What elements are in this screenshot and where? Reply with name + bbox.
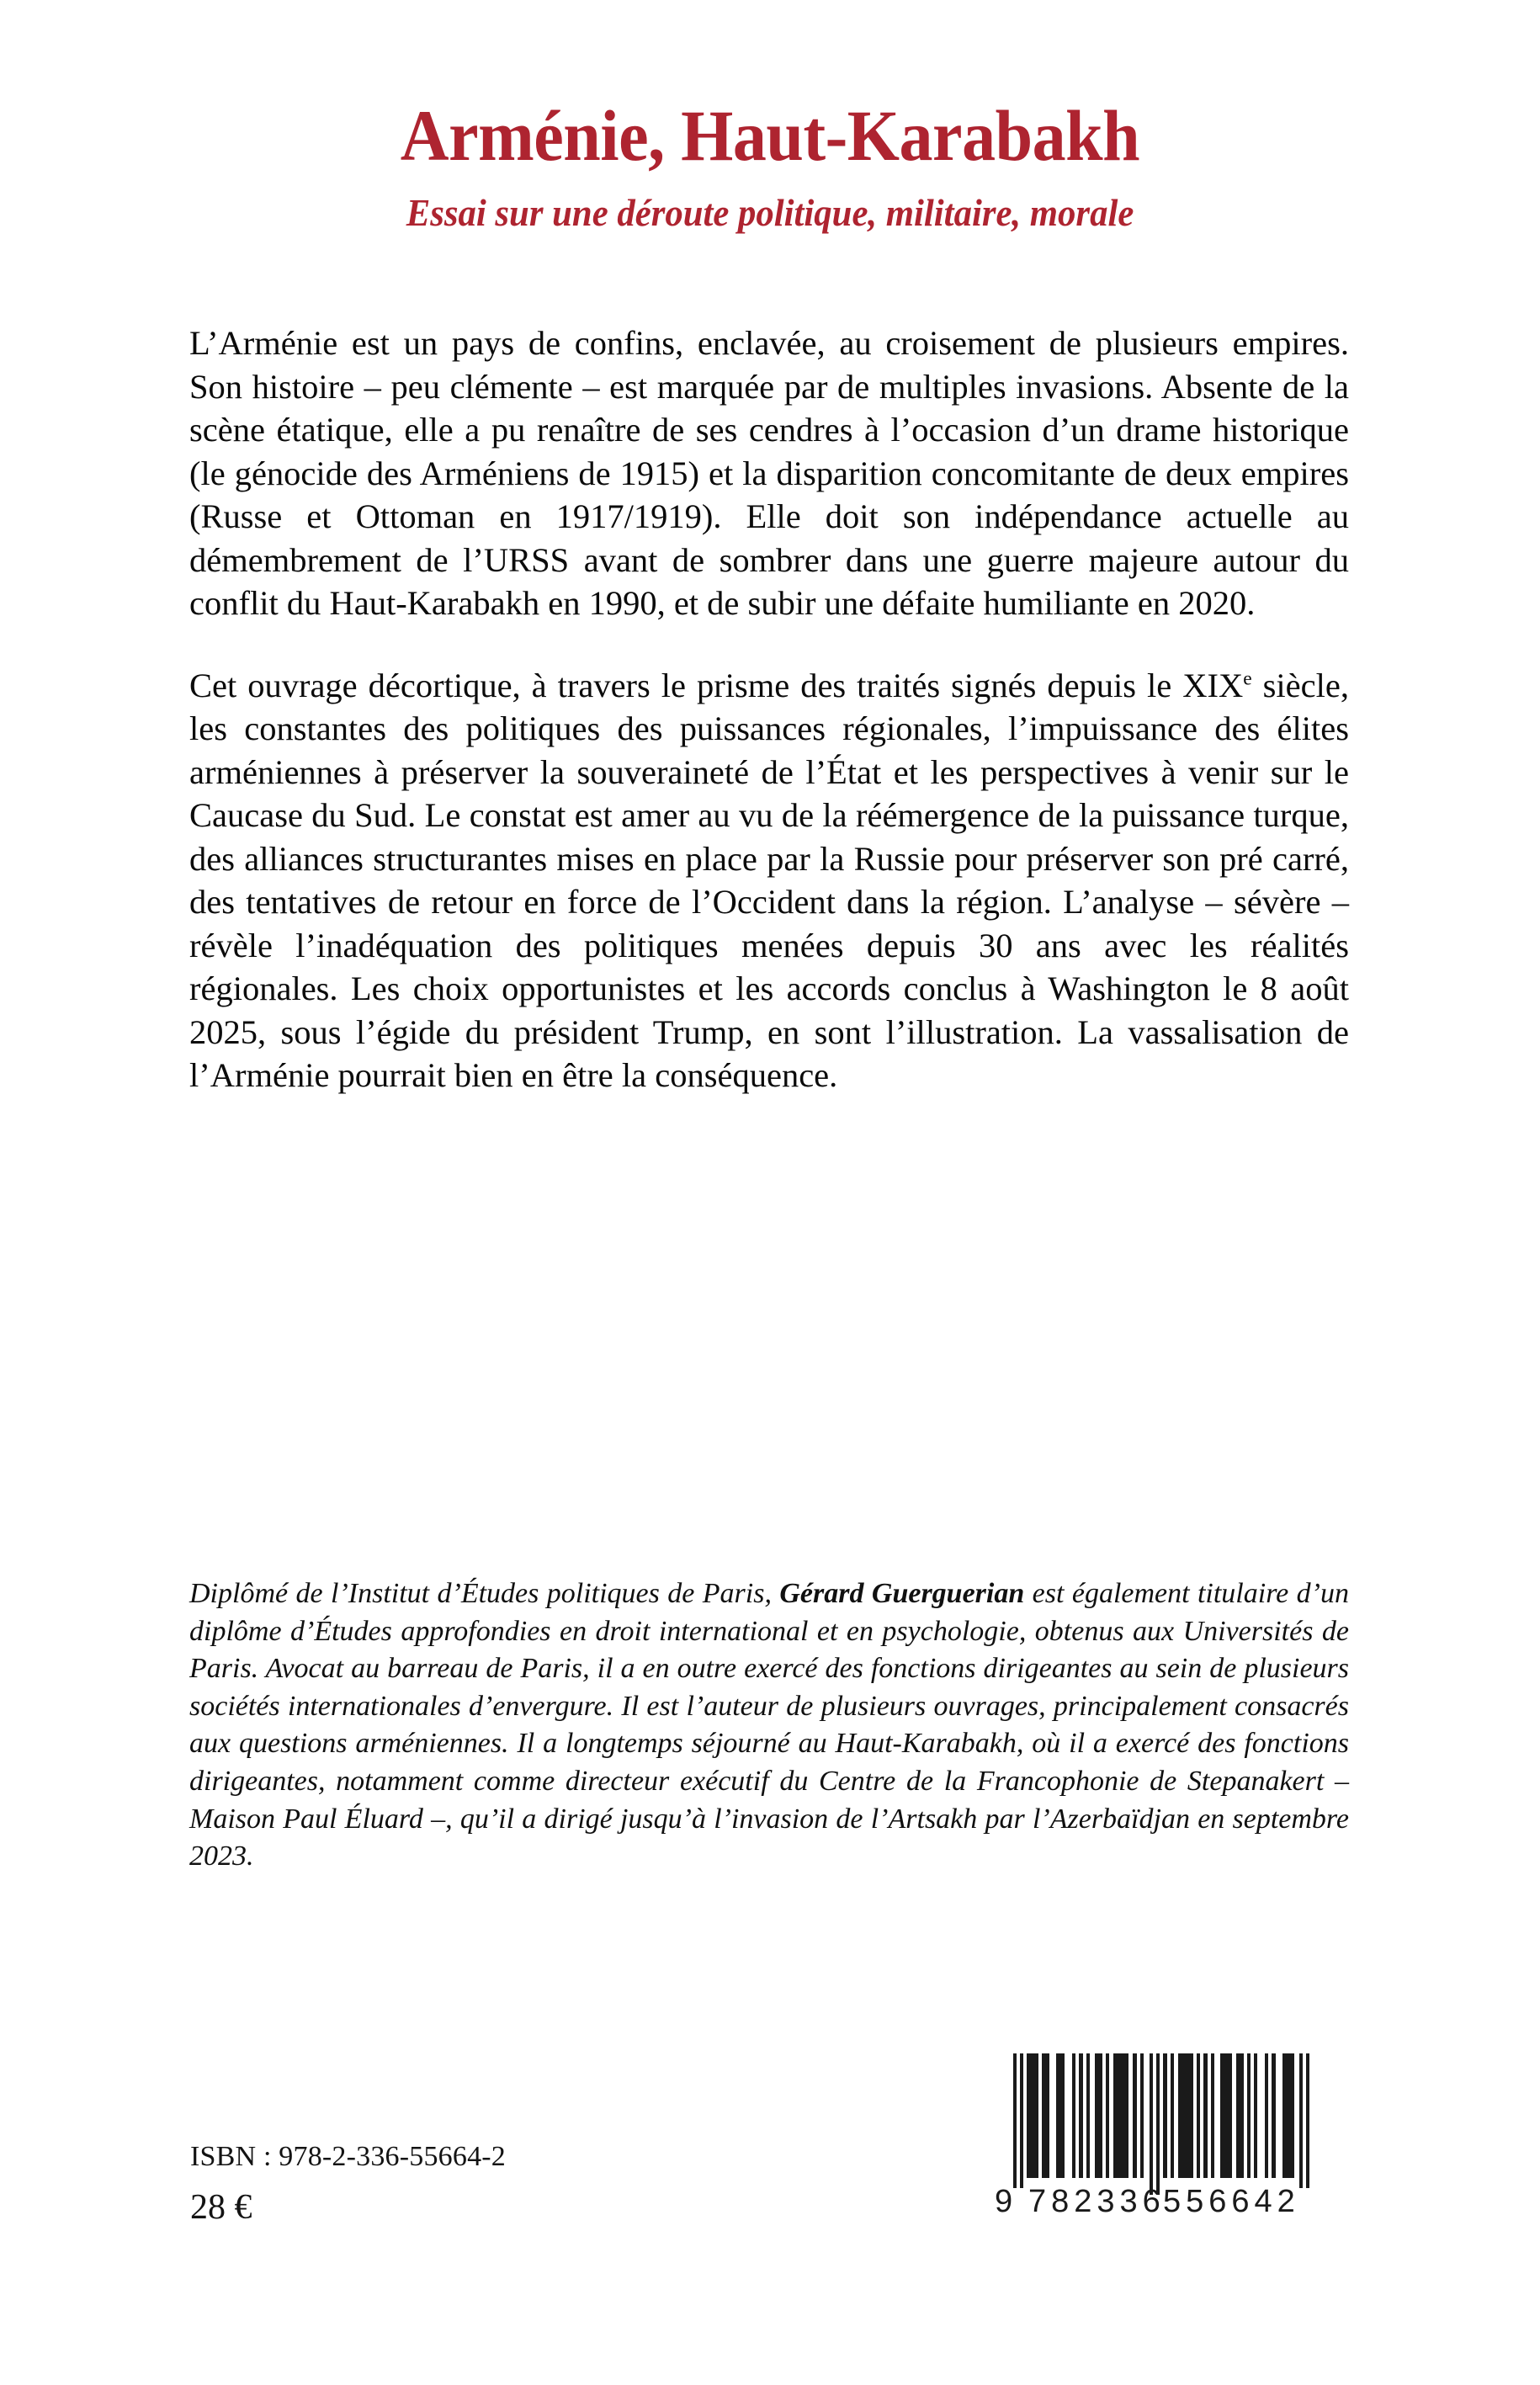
title-block xyxy=(135,95,1405,234)
author-bio-block xyxy=(189,1575,1349,1876)
bio-text-after-name: est également titulaire d’un diplôme d’Études approfondies en droit international et en psychologie, obtenus aux Universités de Paris. Avocat au barreau de Paris, il a en outre exercé des fonctions dirigeantes au sein de plusieurs sociétés internationales d’envergure. Il est l’auteur de plusieurs ouvrages, principalement consacrés aux questions arméniennes. Il a longtemps séjourné au Haut-Karabakh, où il a exercé des fonctions dirigeantes, notamment comme directeur exécutif du Centre de la Francophonie de Stepanakert – Maison Paul Éluard –, qu’il a dirigé jusqu’à l’invasion de l’Artsakh par l’Azerbaïdjan en septembre 2023. xyxy=(189,1578,1349,1872)
ordinal-suffix: e xyxy=(1243,667,1252,689)
blurb-paragraph-2-part-2: siècle, les constantes des politiques des puissances régionales, l’impuissance des élites arméniennes à préserver la souveraineté de l’État et les perspectives à venir sur le Caucase du Sud. Le constat est amer au vu de la réémergence de la puissance turque, des alliances structurantes mises en place par la Russie pour préserver son pré carré, des tentatives de retour en force de l’Occident dans la région. L’analyse – sévère – révèle l’inadéquation des politiques menées depuis 30 ans avec les réalités régionales. Les choix opportunistes et les accords conclus à Washington le 8 août 2025, sous l’égide du président Trump, en sont l’illustration. La vassalisation de l’Arménie pourrait bien en être la conséquence. xyxy=(189,666,1349,1094)
isbn-label: ISBN : 978-2-336-55664-2 xyxy=(190,2141,506,2172)
blurb-paragraph-2 xyxy=(189,664,1349,1097)
author-name: Gérard Guerguerian xyxy=(779,1578,1025,1609)
ean13-barcode-icon xyxy=(991,2047,1328,2215)
author-bio-paragraph xyxy=(189,1575,1349,1876)
blurb-body xyxy=(189,321,1349,1097)
barcode-digit-group-1: 9 xyxy=(995,2184,1013,2215)
book-subtitle: Essai sur une déroute politique, militaire, morale xyxy=(406,192,1134,234)
book-title: Arménie, Haut-Karabakh xyxy=(400,95,1140,176)
price-label: 28 € xyxy=(190,2188,252,2227)
barcode-digit-group-3: 556642 xyxy=(1163,2184,1300,2215)
blurb-paragraph-2-part-1: Cet ouvrage décortique, à travers le prisme des traités signés depuis le XIX xyxy=(189,666,1244,704)
barcode-block xyxy=(991,2047,1328,2215)
bio-text-before-name: Diplômé de l’Institut d’Études politiques de Paris, xyxy=(189,1578,780,1609)
barcode-digit-group-2: 782336 xyxy=(1028,2184,1166,2215)
blurb-paragraph-1: L’Arménie est un pays de confins, enclavée, au croisement de plusieurs empires. Son histoire – peu clémente – est marquée par de multiples invasions. Absente de la scène étatique, elle a pu renaître de ses cendres à l’occasion d’un drame historique (le génocide des Arméniens de 1915) et la disparition concomitante de deux empires (Russe et Ottoman en 1917/1919). Elle doit son indépendance actuelle au démembrement de l’URSS avant de sombrer dans une guerre majeure autour du conflit du Haut-Karabakh en 1990, et de subir une défaite humiliante en 2020. xyxy=(189,324,1349,622)
isbn-price-block xyxy=(190,2143,506,2225)
